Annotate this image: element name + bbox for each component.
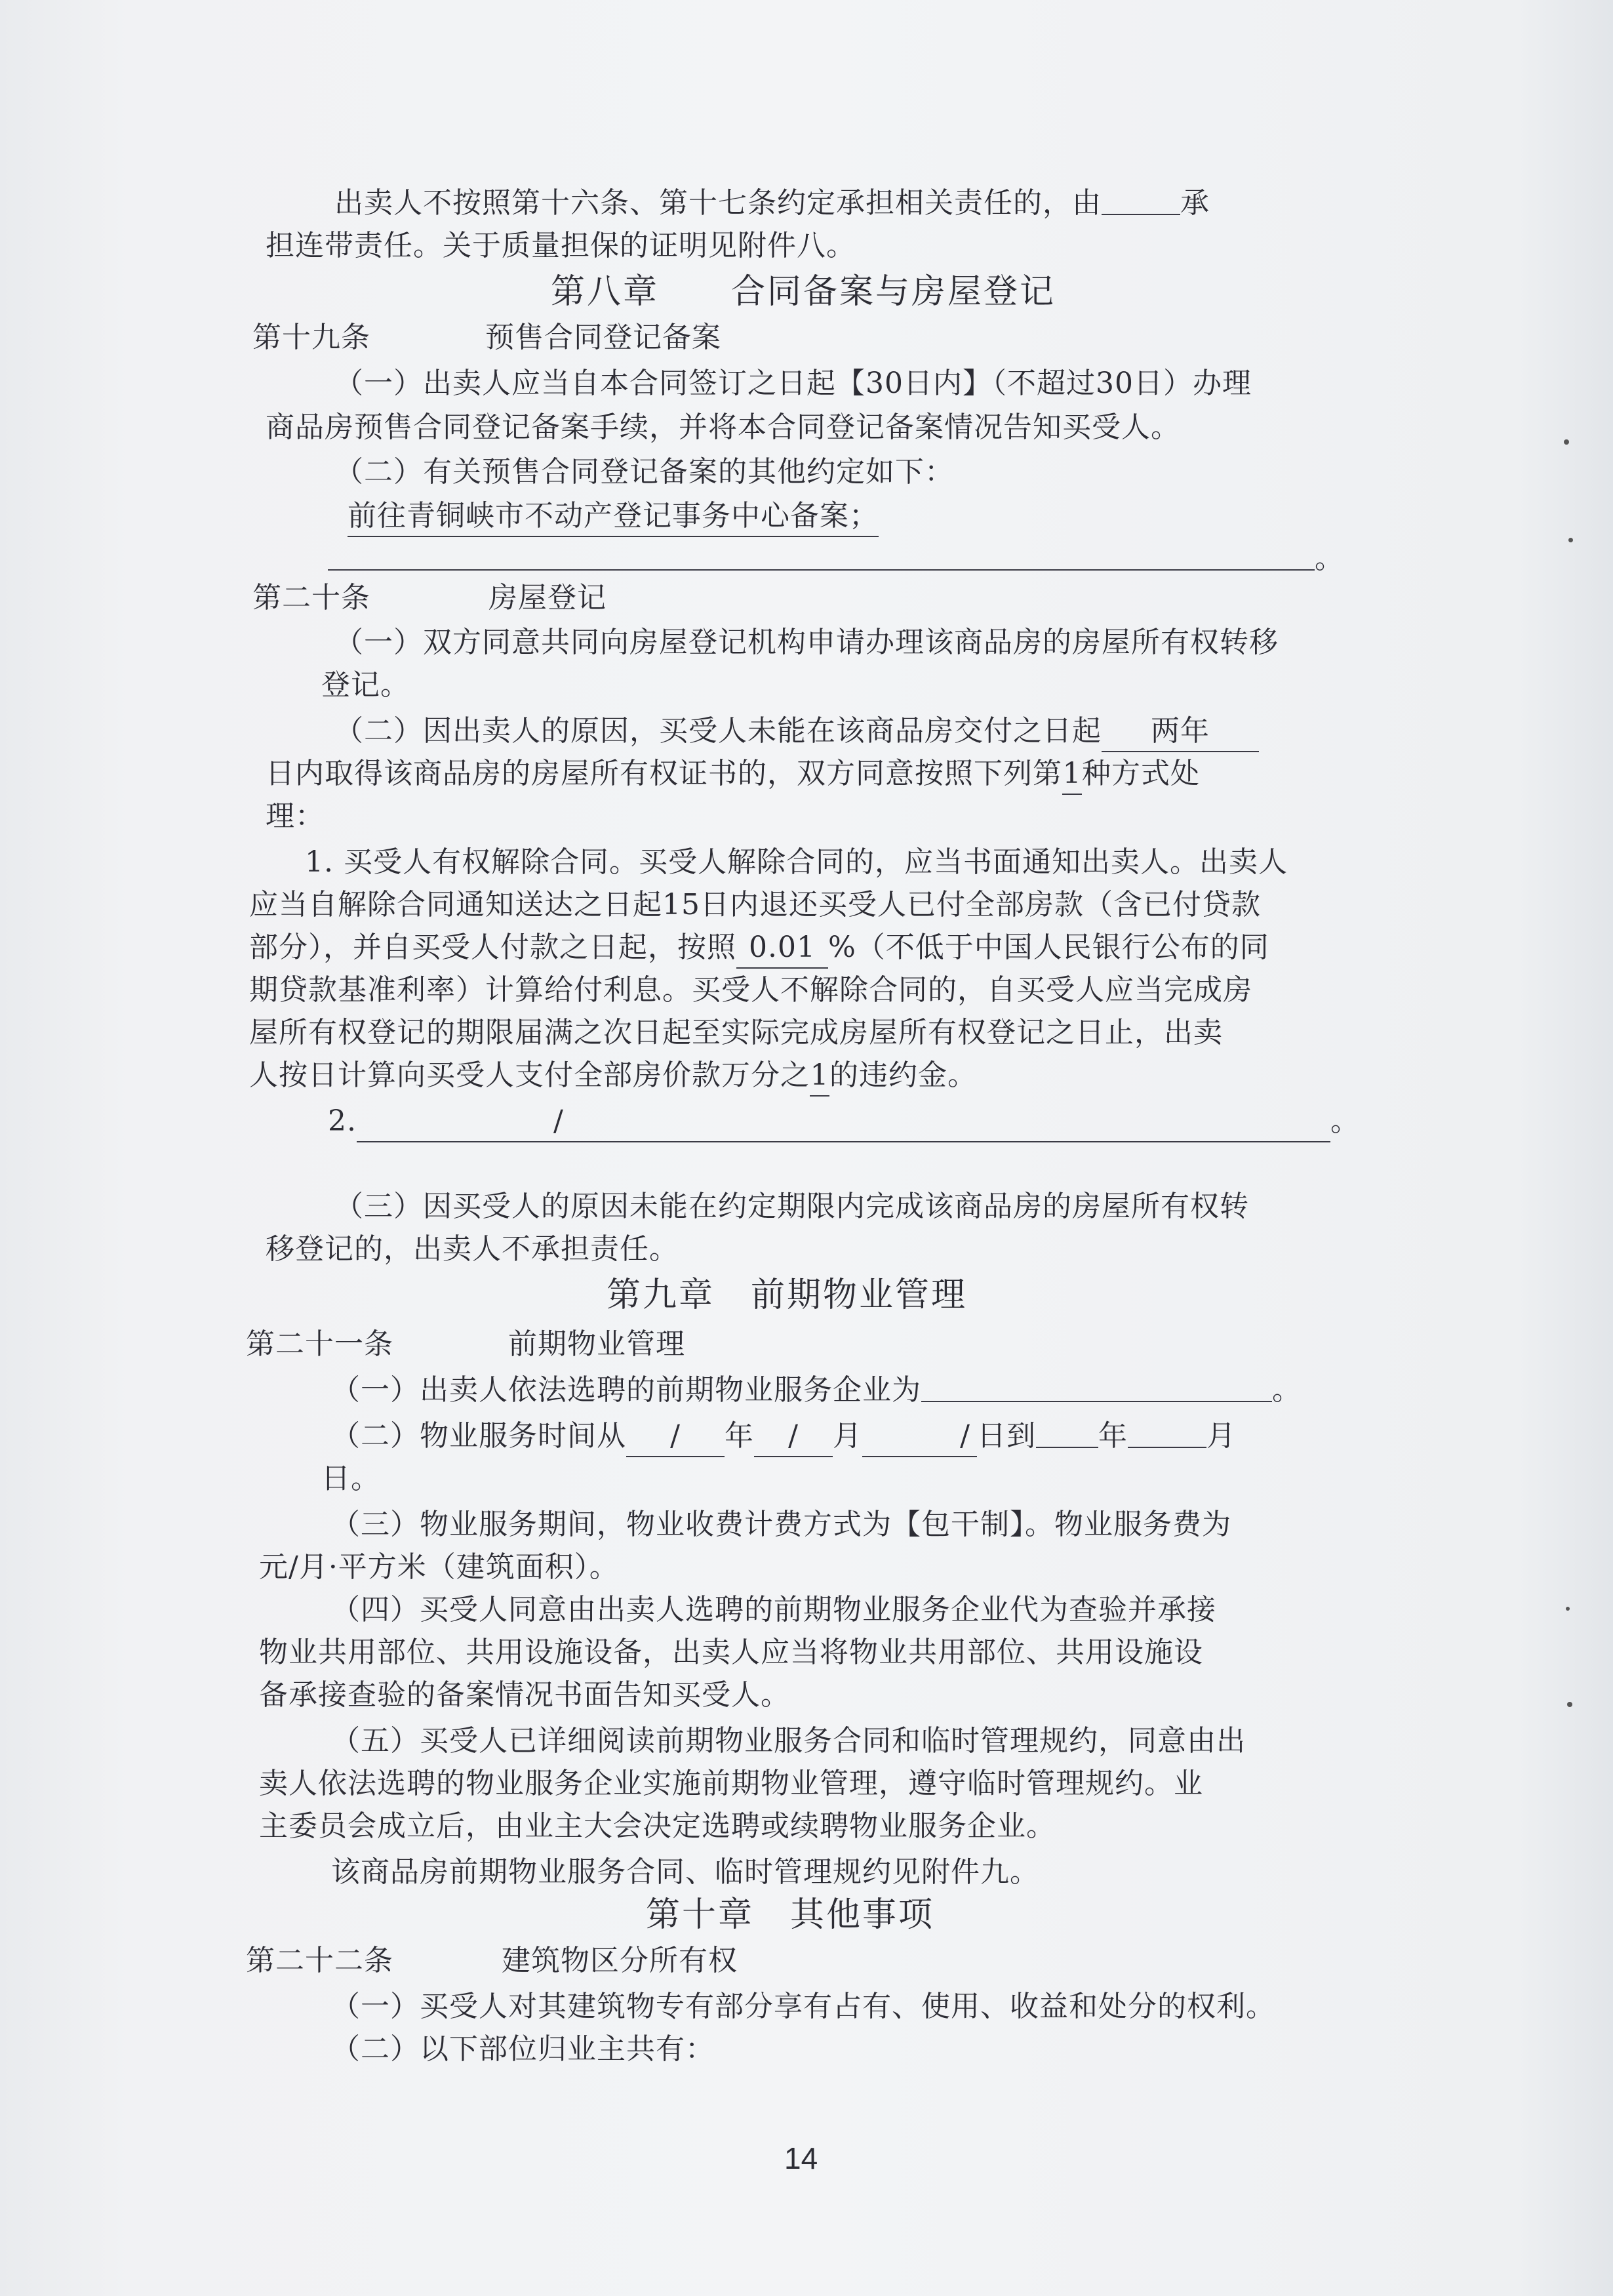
- chapter-10-heading: 第十章 其他事项: [646, 1895, 935, 1935]
- paragraph-line: 应当自解除合同通知送达之日起15日内退还买受人已付全部房款（含已付贷款: [249, 888, 1261, 921]
- paragraph-line: 该商品房前期物业服务合同、临时管理规约见附件九。: [331, 1855, 1039, 1889]
- text: （二）物业服务时间从: [331, 1419, 626, 1453]
- text: 。: [1330, 1104, 1360, 1138]
- text: 年: [725, 1419, 754, 1453]
- blank-field: [1128, 1420, 1206, 1448]
- text: 种方式处: [1082, 757, 1200, 790]
- paragraph-line: 担连带责任。关于质量担保的证明见附件八。: [266, 229, 856, 262]
- paragraph-line: [249, 1056, 977, 1097]
- text: 部分），并自买受人付款之日起，按照: [249, 931, 736, 964]
- article-22-heading: [246, 1941, 738, 1981]
- paragraph-line: （一）买受人对其建筑物专有部分享有占有、使用、收益和处分的权利。: [331, 1990, 1275, 2023]
- paragraph-line: [328, 1102, 1360, 1142]
- filled-value: 1: [810, 1056, 829, 1097]
- paragraph-line: 移登记的，出卖人不承担责任。: [266, 1232, 679, 1266]
- scan-speck: [1567, 1702, 1572, 1707]
- text: 出卖人不按照第十六条、第十七条约定承担相关责任的，由: [334, 186, 1102, 220]
- text: （一）出卖人依法选聘的前期物业服务企业为: [331, 1373, 921, 1407]
- text: 。: [1315, 542, 1344, 575]
- text: 2.: [328, 1104, 357, 1138]
- paragraph-line: 商品房预售合同登记备案手续，并将本合同登记备案情况告知买受人。: [266, 411, 1180, 444]
- text: 人按日计算向买受人支付全部房价款万分之: [249, 1058, 810, 1092]
- text: 月: [1206, 1419, 1236, 1453]
- filled-value: /: [626, 1417, 725, 1457]
- article-number: 第二十条: [252, 581, 370, 614]
- blank-line: [328, 539, 1344, 578]
- paragraph-line: 物业共用部位、共用设施设备，出卖人应当将物业共用部位、共用设施设: [259, 1636, 1203, 1669]
- filled-value: 0.01: [736, 928, 828, 969]
- paragraph-line: [331, 1371, 1302, 1410]
- paragraph-line: （五）买受人已详细阅读前期物业服务合同和临时管理规约，同意由出: [331, 1724, 1246, 1758]
- paragraph-line: [331, 1417, 1236, 1457]
- paragraph-line: （四）买受人同意由出卖人选聘的前期物业服务企业代为查验并承接: [331, 1593, 1216, 1626]
- article-title: 建筑物区分所有权: [502, 1944, 738, 1977]
- paragraph-line: （一）出卖人应当自本合同签订之日起【30日内】（不超过30日）办理: [334, 367, 1252, 400]
- text: 年: [1098, 1419, 1128, 1453]
- filled-value: /: [862, 1417, 977, 1457]
- page-number: 14: [784, 2141, 818, 2175]
- paragraph-line: （三）物业服务期间，物业收费计费方式为【包干制】。物业服务费为: [331, 1508, 1231, 1541]
- blank-field: [921, 1375, 1272, 1402]
- text: 月: [833, 1419, 862, 1453]
- article-number: 第十九条: [252, 321, 370, 354]
- filled-field: [348, 496, 879, 537]
- article-title: 前期物业管理: [508, 1327, 685, 1361]
- article-20-heading: [252, 578, 607, 618]
- paragraph-line: 卖人依法选聘的物业服务企业实施前期物业管理，遵守临时管理规约。业: [259, 1767, 1203, 1800]
- text: 。: [1272, 1373, 1302, 1407]
- text: 的违约金。: [829, 1058, 977, 1092]
- paragraph-line: 1. 买受人有权解除合同。买受人解除合同的，应当书面通知出卖人。出卖人: [305, 845, 1288, 879]
- filled-value: /: [357, 1102, 1330, 1142]
- paragraph-line: （二）以下部位归业主共有：: [331, 2032, 715, 2066]
- scan-speck: [1566, 1607, 1570, 1611]
- paragraph-line: 主委员会成立后，由业主大会决定选聘或续聘物业服务企业。: [259, 1809, 1056, 1843]
- paragraph-line: [334, 184, 1210, 223]
- text: 日到: [977, 1419, 1036, 1453]
- paragraph-line: 元/月·平方米（建筑面积）。: [259, 1550, 619, 1584]
- blank-field: [328, 543, 1315, 571]
- chapter-9-heading: 第九章 前期物业管理: [607, 1276, 968, 1315]
- article-number: 第二十二条: [246, 1944, 393, 1977]
- paragraph-line: [249, 928, 1269, 969]
- paragraph-line: 理：: [266, 799, 325, 833]
- text: %（不低于中国人民银行公布的同: [828, 931, 1269, 964]
- paragraph-line: 期贷款基准利率）计算给付利息。买受人不解除合同的，自买受人应当完成房: [249, 973, 1252, 1007]
- chapter-8-heading: 第八章 合同备案与房屋登记: [551, 272, 1056, 312]
- paragraph-line: （三）因买受人的原因未能在约定期限内完成该商品房的房屋所有权转: [334, 1190, 1249, 1223]
- article-number: 第二十一条: [246, 1327, 393, 1361]
- text: 承: [1180, 186, 1210, 220]
- blank-field: [1102, 188, 1180, 215]
- paragraph-line: 屋所有权登记的期限届满之次日起至实际完成房屋所有权登记之日止，出卖: [249, 1016, 1223, 1049]
- paragraph-line: （一）双方同意共同向房屋登记机构申请办理该商品房的房屋所有权转移: [334, 626, 1279, 659]
- scan-speck: [1564, 439, 1569, 445]
- article-title: 房屋登记: [488, 581, 607, 614]
- article-title: 预售合同登记备案: [485, 321, 721, 354]
- filled-value: 前往青铜峡市不动产登记事务中心备案；: [348, 496, 879, 537]
- filled-value: 1: [1062, 754, 1082, 795]
- paragraph-line: 备承接查验的备案情况书面告知买受人。: [259, 1678, 790, 1712]
- text: 日内取得该商品房的房屋所有权证书的，双方同意按照下列第: [266, 757, 1062, 790]
- paragraph-line: （二）有关预售合同登记备案的其他约定如下：: [334, 455, 954, 489]
- paragraph-line: 登记。: [321, 668, 410, 702]
- article-19-heading: [252, 318, 721, 357]
- scan-speck: [1568, 538, 1573, 542]
- paragraph-line: [266, 754, 1200, 795]
- text: （二）因出卖人的原因，买受人未能在该商品房交付之日起: [334, 714, 1102, 748]
- paragraph-line: [334, 712, 1259, 752]
- blank-field: [1036, 1420, 1098, 1448]
- filled-value: /: [754, 1417, 833, 1457]
- filled-value: 两年: [1102, 712, 1259, 752]
- paragraph-line: 日。: [321, 1462, 380, 1495]
- article-21-heading: [246, 1325, 685, 1364]
